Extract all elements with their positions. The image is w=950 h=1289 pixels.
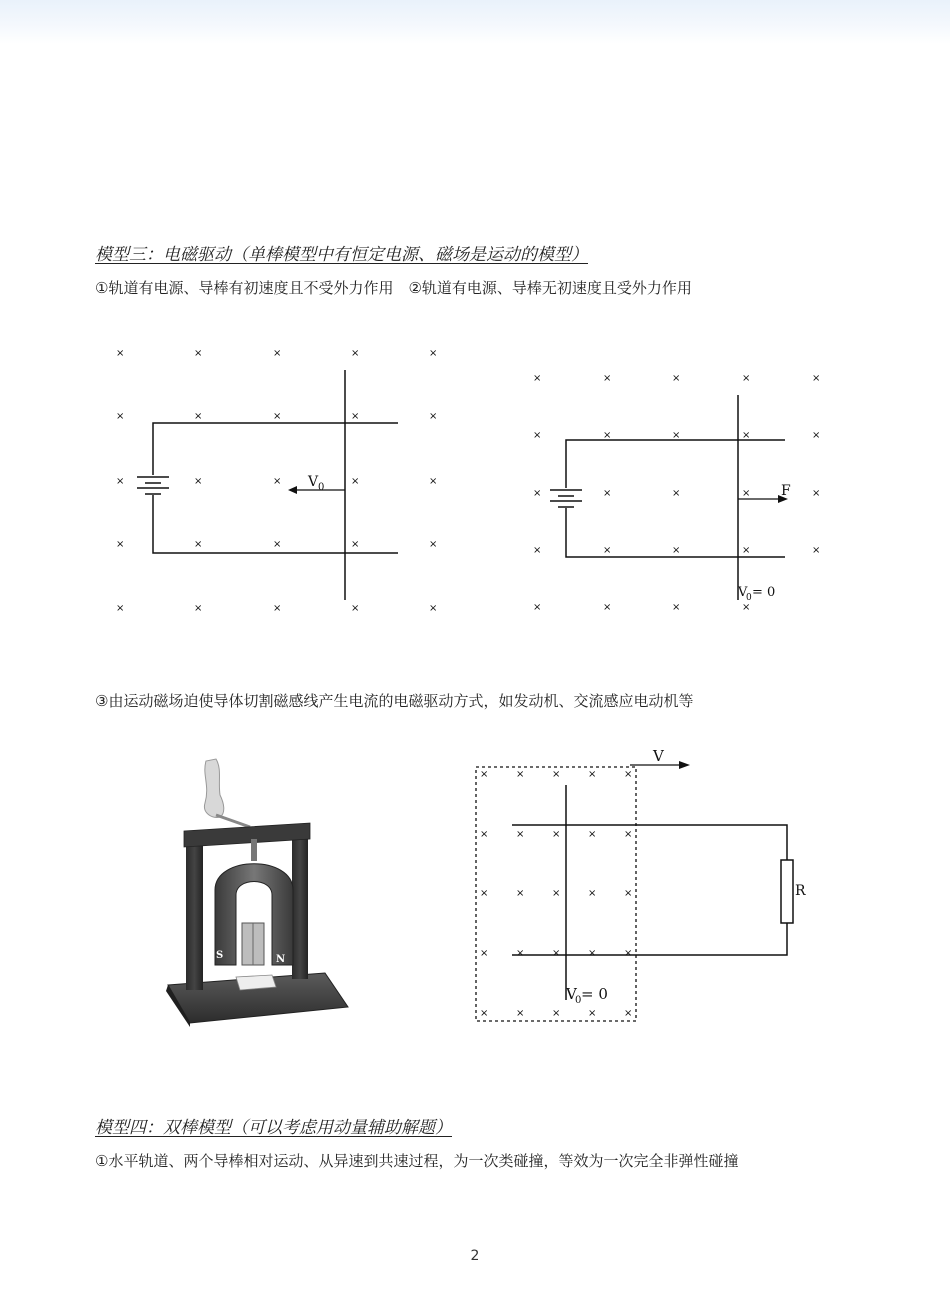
velocity-arrowhead [288,486,297,494]
resistor [781,860,793,923]
field-cross: × [742,373,751,384]
resistor-label: R [795,883,806,899]
crank-arm [216,815,250,827]
frame-top-bar [184,823,310,847]
field-cross: × [351,348,360,359]
top-rail [566,440,785,488]
header-band [0,0,950,44]
velocity-label: V [308,474,319,490]
field-cross: × [672,602,681,613]
field-cross: × [624,888,633,899]
field-cross: × [533,602,542,613]
field-cross: × [624,829,633,840]
field-cross: × [533,373,542,384]
field-cross: × [603,430,612,441]
field-cross: × [624,1008,633,1019]
field-cross: × [672,488,681,499]
field-cross: × [552,829,561,840]
crank-handle [204,759,223,817]
velocity-subscript: 0 [575,995,582,1006]
field-cross: × [273,603,282,614]
field-cross: × [116,539,125,550]
frame-right-post [292,827,308,979]
field-cross: × [429,539,438,550]
field-cross: × [588,1008,597,1019]
field-cross: × [351,411,360,422]
velocity-subscript: 0 [318,482,325,493]
field-cross: × [588,948,597,959]
field-cross: × [812,488,821,499]
field-cross: × [429,476,438,487]
field-cross: × [429,348,438,359]
field-cross: × [480,829,489,840]
field-cross: × [742,430,751,441]
field-cross: × [672,545,681,556]
velocity-label: V [738,585,748,600]
field-cross: × [742,545,751,556]
field-cross: × [273,476,282,487]
field-cross: × [812,373,821,384]
field-velocity-label: V [653,747,664,765]
field-cross: × [273,411,282,422]
section-4-title: 模型四：双棒模型（可以考虑用动量辅助解题） [95,1118,452,1138]
field-cross: × [480,769,489,780]
section-4-case-1: ①水平轨道、两个导棒相对运动、从异速到共速过程，为一次类碰撞，等效为一次完全非弹性碰撞 [95,1152,739,1170]
field-cross: × [672,430,681,441]
force-label: F [781,483,791,499]
field-cross: × [194,411,203,422]
field-cross: × [552,948,561,959]
field-cross: × [516,769,525,780]
pole-n-label: N [276,954,286,965]
frame-left-post [186,833,203,990]
field-cross: × [742,602,751,613]
field-cross: × [351,603,360,614]
field-cross: × [552,1008,561,1019]
field-cross: × [429,411,438,422]
field-cross: × [588,769,597,780]
field-cross: × [116,603,125,614]
field-cross: × [533,430,542,441]
section-3-title: 模型三：电磁驱动（单棒模型中有恒定电源、磁场是运动的模型） [95,245,588,265]
field-cross: × [603,373,612,384]
field-cross: × [742,488,751,499]
field-cross: × [516,829,525,840]
section-3-case-1-2: ①轨道有电源、导棒有初速度且不受外力作用 ②轨道有电源、导棒无初速度且受外力作用 [95,279,692,297]
field-cross: × [194,476,203,487]
field-velocity-arrowhead [679,761,690,769]
field-cross: × [116,348,125,359]
velocity-equals-zero: = 0 [752,585,776,600]
velocity-equals-zero: = 0 [581,985,608,1003]
field-cross: × [812,545,821,556]
page-number: 2 [470,1248,480,1264]
field-cross: × [516,1008,525,1019]
field-cross: × [480,948,489,959]
field-cross: × [351,476,360,487]
field-cross: × [533,545,542,556]
figure-2-battery-rail-with-external-force [520,360,840,625]
figure-1-battery-rail-with-initial-velocity [100,335,460,625]
field-cross: × [533,488,542,499]
field-cross: × [603,545,612,556]
field-cross: × [516,888,525,899]
field-cross: × [273,539,282,550]
field-cross: × [194,348,203,359]
field-cross: × [552,888,561,899]
shaft [251,839,257,861]
field-cross: × [480,1008,489,1019]
field-cross: × [624,769,633,780]
pedestal-block [236,975,276,990]
figure-4-moving-field-with-resistor [470,745,806,1030]
field-cross: × [588,888,597,899]
field-cross: × [429,603,438,614]
field-cross: × [194,603,203,614]
field-cross: × [624,948,633,959]
field-cross: × [812,430,821,441]
field-cross: × [603,488,612,499]
field-cross: × [516,948,525,959]
section-3-case-3: ③由运动磁场迫使导体切割磁感线产生电流的电磁驱动方式，如发动机、交流感应电动机等 [95,692,694,710]
field-cross: × [194,539,203,550]
top-rail [153,423,398,475]
field-cross: × [116,476,125,487]
field-cross: × [273,348,282,359]
field-cross: × [116,411,125,422]
velocity-subscript: 0 [746,593,752,603]
field-cross: × [672,373,681,384]
figure-3-rotating-magnet-apparatus [160,755,355,1030]
field-cross: × [603,602,612,613]
field-cross: × [552,769,561,780]
field-cross: × [480,888,489,899]
pole-s-label: S [216,950,224,961]
field-cross: × [351,539,360,550]
field-cross: × [588,829,597,840]
velocity-label: V [566,985,577,1003]
